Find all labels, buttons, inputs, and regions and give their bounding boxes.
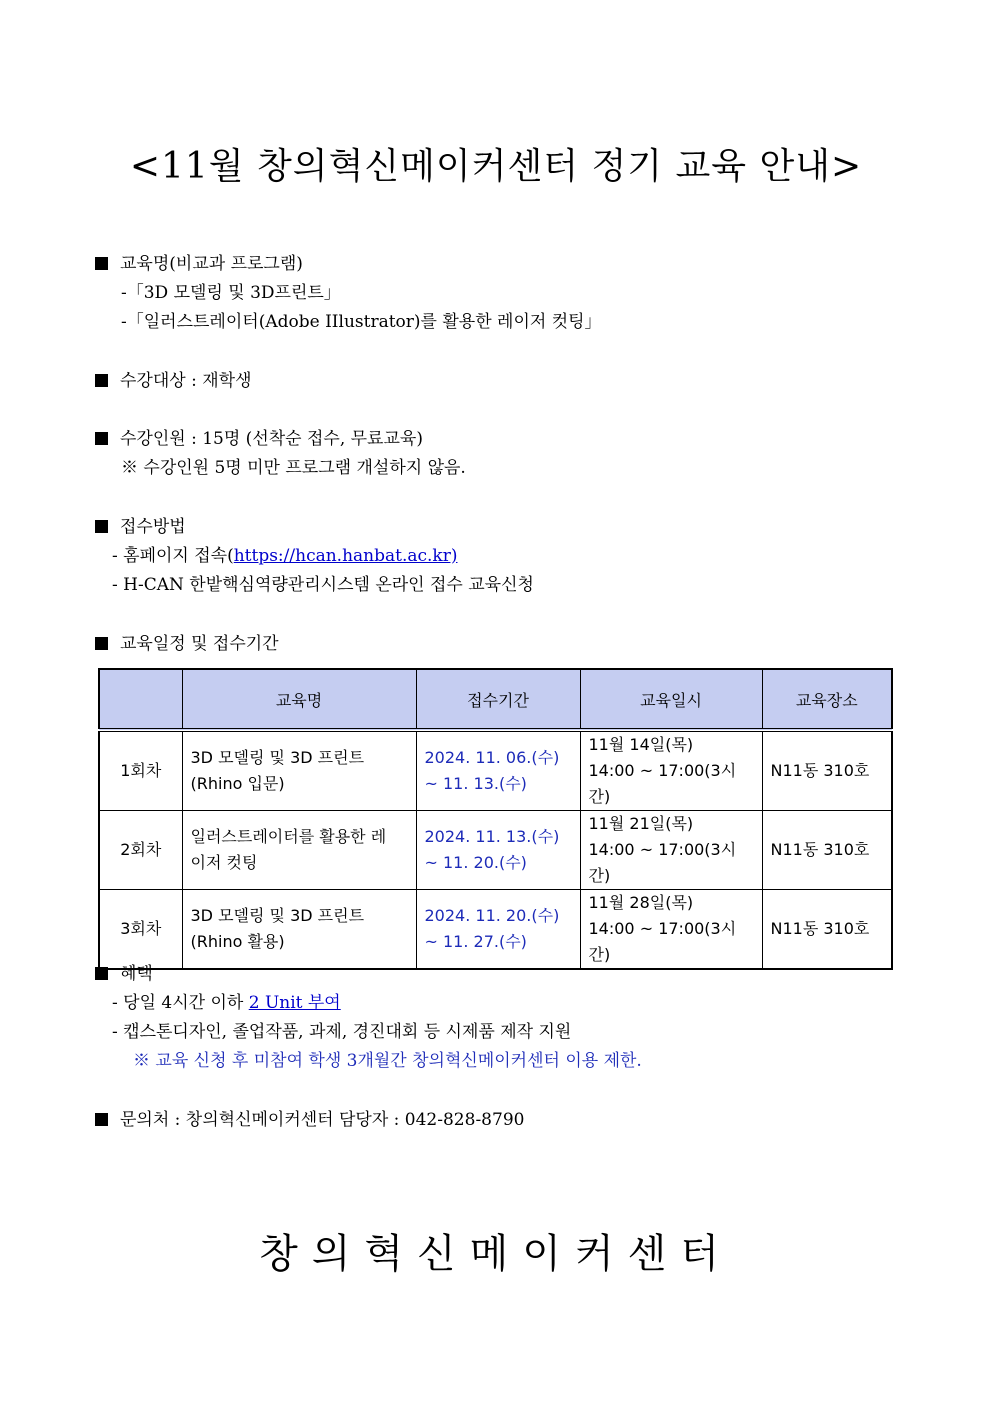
session-cell: 1회차 [99,730,182,811]
header-datetime: 교육일시 [580,669,762,730]
square-bullet-icon [95,637,108,650]
contact-section [95,1106,524,1135]
place-cell: N11동 310호 [762,890,892,970]
program-section [95,250,602,337]
table-row [99,890,892,970]
method-heading: 접수방법 [120,517,186,537]
benefit-heading: 혜택 [120,964,153,984]
program-heading: 교육명(비교과 프로그램) [120,254,303,274]
header-session [99,669,182,730]
target-section [95,367,252,396]
place-cell: N11동 310호 [762,811,892,890]
datetime-cell: 11월 21일(목) 14:00 ~ 17:00(3시간) [580,811,762,890]
header-registration: 접수기간 [416,669,580,730]
square-bullet-icon [95,967,108,980]
program-item-2: -「일러스트레이터(Adobe IIlustrator)를 활용한 레이저 컷팅」 [121,312,602,332]
unit-award-link: 2 Unit 부여 [248,993,341,1013]
center-name-footer: 창의혁신메이커센터 [259,1231,733,1277]
session-cell: 3회차 [99,890,182,970]
header-name: 교육명 [182,669,416,730]
method-item-2: - H-CAN 한밭핵심역량관리시스템 온라인 접수 교육신청 [112,575,534,595]
square-bullet-icon [95,257,108,270]
table-row [99,811,892,890]
benefit-note: ※ 교육 신청 후 미참여 학생 3개월간 창의혁신메이커센터 이용 제한. [133,1051,642,1071]
course-name-cell: 3D 모델링 및 3D 프린트 (Rhino 활용) [182,890,416,970]
schedule-section [95,630,279,659]
schedule-table [98,668,893,970]
session-cell: 2회차 [99,811,182,890]
registration-cell: 2024. 11. 20.(수) ~ 11. 27.(수) [416,890,580,970]
datetime-cell: 11월 28일(목) 14:00 ~ 17:00(3시간) [580,890,762,970]
registration-cell: 2024. 11. 13.(수) ~ 11. 20.(수) [416,811,580,890]
program-item-1: -「3D 모델링 및 3D프린트」 [121,283,341,303]
benefit-item-1-prefix: - 당일 4시간 이하 [112,993,249,1013]
table-row [99,730,892,811]
header-place: 교육장소 [762,669,892,730]
square-bullet-icon [95,432,108,445]
capacity-section [95,425,466,483]
page-title: <11월 창의혁신메이커센터 정기 교육 안내> [129,146,863,187]
capacity-heading: 수강인원 : 15명 (선착순 접수, 무료교육) [120,429,423,449]
contact-heading: 문의처 : 창의혁신메이커센터 담당자 : 042-828-8790 [120,1110,525,1130]
homepage-link[interactable]: https://hcan.hanbat.ac.kr) [233,546,458,566]
square-bullet-icon [95,520,108,533]
capacity-note: ※ 수강인원 5명 미만 프로그램 개설하지 않음. [121,458,466,478]
square-bullet-icon [95,374,108,387]
method-section [95,513,534,600]
target-heading: 수강대상 : 재학생 [120,371,252,391]
schedule-heading: 교육일정 및 접수기간 [120,634,279,654]
datetime-cell: 11월 14일(목) 14:00 ~ 17:00(3시간) [580,730,762,811]
table-header-row [99,669,892,730]
method-item-1-prefix: - 홈페이지 접속( [112,546,234,566]
square-bullet-icon [95,1113,108,1126]
benefit-item-2: - 캡스톤디자인, 졸업작품, 과제, 경진대회 등 시제품 제작 지원 [112,1022,572,1042]
course-name-cell: 3D 모델링 및 3D 프린트 (Rhino 입문) [182,730,416,811]
place-cell: N11동 310호 [762,730,892,811]
benefit-section [95,960,642,1076]
registration-cell: 2024. 11. 06.(수) ~ 11. 13.(수) [416,730,580,811]
course-name-cell: 일러스트레이터를 활용한 레 이저 컷팅 [182,811,416,890]
